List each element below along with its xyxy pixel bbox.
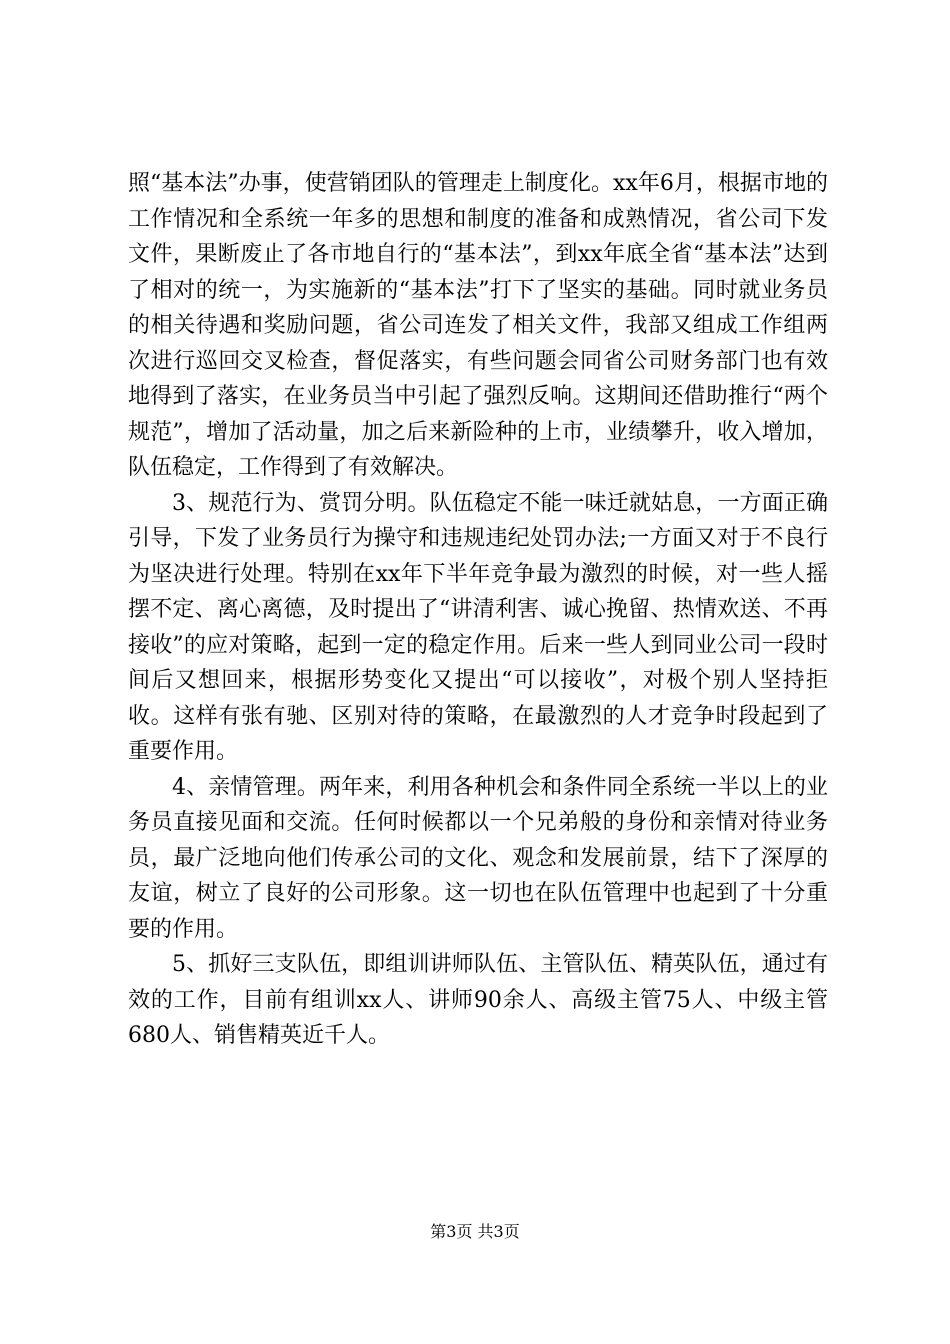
page-number-footer: 第3页 共3页 [430,1222,520,1241]
paragraph-item-4: 4、亲情管理。两年来，利用各种机会和条件同全系统一半以上的业务员直接见面和交流。任何时候都以一个兄弟般的身份和亲情对待业务员，最广泛地向他们传承公司的文化、观念和发展前景，结下了深厚的友谊，树立了良好的公司形象。这一切也在队伍管理中也起到了十分重要的作用。 [128,774,828,942]
document-body [128,166,828,1054]
paragraph-continuation: 照“基本法”办事，使营销团队的管理走上制度化。xx年6月，根据市地的工作情况和全系统一年多的思想和制度的准备和成熟情况，省公司下发文件，果断废止了各市地自行的“基本法”，到xx年底全省“基本法”达到了相对的统一，为实施新的“基本法”打下了坚实的基础。同时就业务员的相关待遇和奖励问题，省公司连发了相关文件，我部又组成工作组两次进行巡回交叉检查，督促落实，有些问题会同省公司财务部门也有效地得到了落实，在业务员当中引起了强烈反响。这期间还借助推行“两个规范”，增加了活动量，加之后来新险种的上市，业绩攀升，收入增加，队伍稳定，工作得到了有效解决。 [128,171,828,480]
paragraph-item-5: 5、抓好三支队伍，即组训讲师队伍、主管队伍、精英队伍，通过有效的工作，目前有组训xx人、讲师90余人、高级主管75人、中级主管680人、销售精英近千人。 [128,952,828,1048]
paragraph-item-3: 3、规范行为、赏罚分明。队伍稳定不能一味迁就姑息，一方面正确引导，下发了业务员行为操守和违规违纪处罚办法;一方面又对于不良行为坚决进行处理。特别在xx年下半年竞争最为激烈的时候，对一些人摇摆不定、离心离德，及时提出了“讲清利害、诚心挽留、热情欢送、不再接收”的应对策略，起到一定的稳定作用。后来一些人到同业公司一段时间后又想回来，根据形势变化又提出“可以接收”，对极个别人坚持拒收。这样有张有驰、区别对待的策略，在最激烈的人才竞争时段起到了重要作用。 [128,490,828,764]
